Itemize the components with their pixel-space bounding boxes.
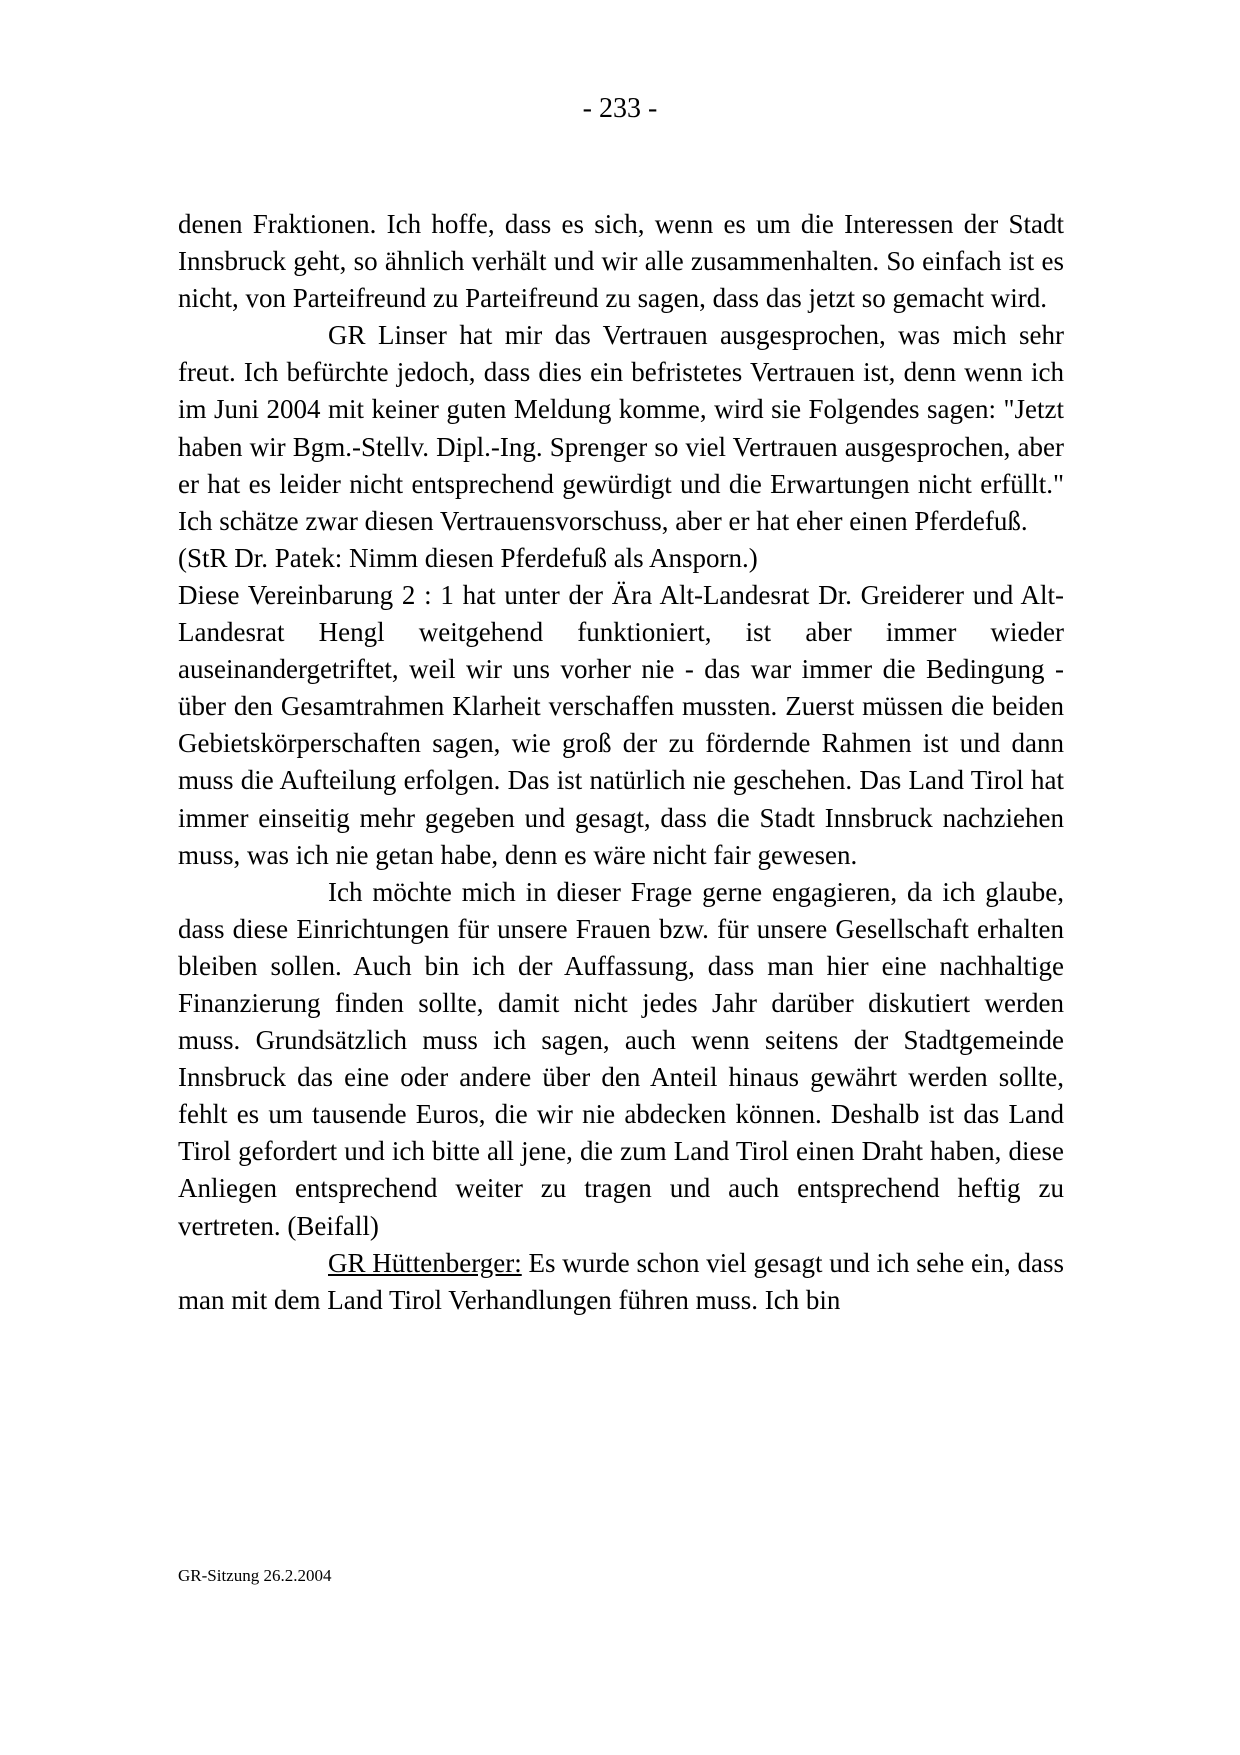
paragraph-engagement: Ich möchte mich in dieser Frage gerne engagieren, da ich glaube, dass diese Einrichtungen für unsere Frauen bzw. für unsere Gesellschaft erhalten bleiben sollen. Auch bin ich der Auffassung, dass man hier eine nachhaltige Finanzierung finden sollte, damit nicht jedes Jahr darüber diskutiert werden muss. Grundsätzlich muss ich sagen, auch wenn seitens der Stadtgemeinde Innsbruck das eine oder andere über den Anteil hinaus gewährt werden sollte, fehlt es um tausende Euros, die wir nie abdecken können. Deshalb ist das Land Tirol gefordert und ich bitte all jene, die zum Land Tirol einen Draht haben, diese Anliegen entsprechend weiter zu tragen und auch entsprechend heftig zu vertreten. (Beifall) [178, 876, 1064, 1241]
page-number: - 233 - [582, 93, 658, 124]
paragraph-agreement: Diese Vereinbarung 2 : 1 hat unter der Ära Alt-Landesrat Dr. Greiderer und Alt-Landesrat Hengl weitgehend funktioniert, ist aber immer wieder auseinandergetriftet, weil wir uns vorher nie - das war immer die Bedingung - über den Gesamtrahmen Klarheit verschaffen mussten. Zuerst müssen die beiden Gebietskörperschaften sagen, wie groß der zu fördernde Rahmen ist und dann muss die Aufteilung erfolgen. Das ist natürlich nie geschehen. Das Land Tirol hat immer einseitig mehr gegeben und gesagt, dass die Stadt Innsbruck nachziehen muss, was ich nie getan habe, denn es wäre nicht fair gewesen. [178, 579, 1064, 870]
speaker-name: GR Hüttenberger: [328, 1247, 522, 1278]
interjection-patek: (StR Dr. Patek: Nimm diesen Pferdefuß als Ansporn.) [178, 542, 758, 573]
paragraph-huettenberger [178, 1245, 1064, 1319]
paragraph-continuation: denen Fraktionen. Ich hoffe, dass es sich, wenn es um die Interessen der Stadt Innsbruck geht, so ähnlich verhält und wir alle zusammenhalten. So einfach ist es nicht, von Parteifreund zu Parteifreund zu sagen, dass das jetzt so gemacht wird. [178, 209, 1064, 314]
document-body [178, 206, 1064, 1319]
paragraph-linser-trust: GR Linser hat mir das Vertrauen ausgesprochen, was mich sehr freut. Ich befürchte jedoch, dass dies ein befristetes Vertrauen ist, denn wenn ich im Juni 2004 mit keiner guten Meldung komme, wird sie Folgendes sagen: "Jetzt haben wir Bgm.-Stellv. Dipl.-Ing. Sprenger so viel Vertrauen ausgesprochen, aber er hat es leider nicht entsprechend gewürdigt und die Erwartungen nicht erfüllt." Ich schätze zwar diesen Vertrauensvorschuss, aber er hat eher einen Pferdefuß. [178, 320, 1064, 536]
footer-session-date: GR-Sitzung 26.2.2004 [178, 1566, 332, 1585]
speech-text: Es wurde schon viel gesagt und ich sehe ein, dass man mit dem Land Tirol Verhandlungen führen muss. Ich bin [178, 1247, 1064, 1315]
